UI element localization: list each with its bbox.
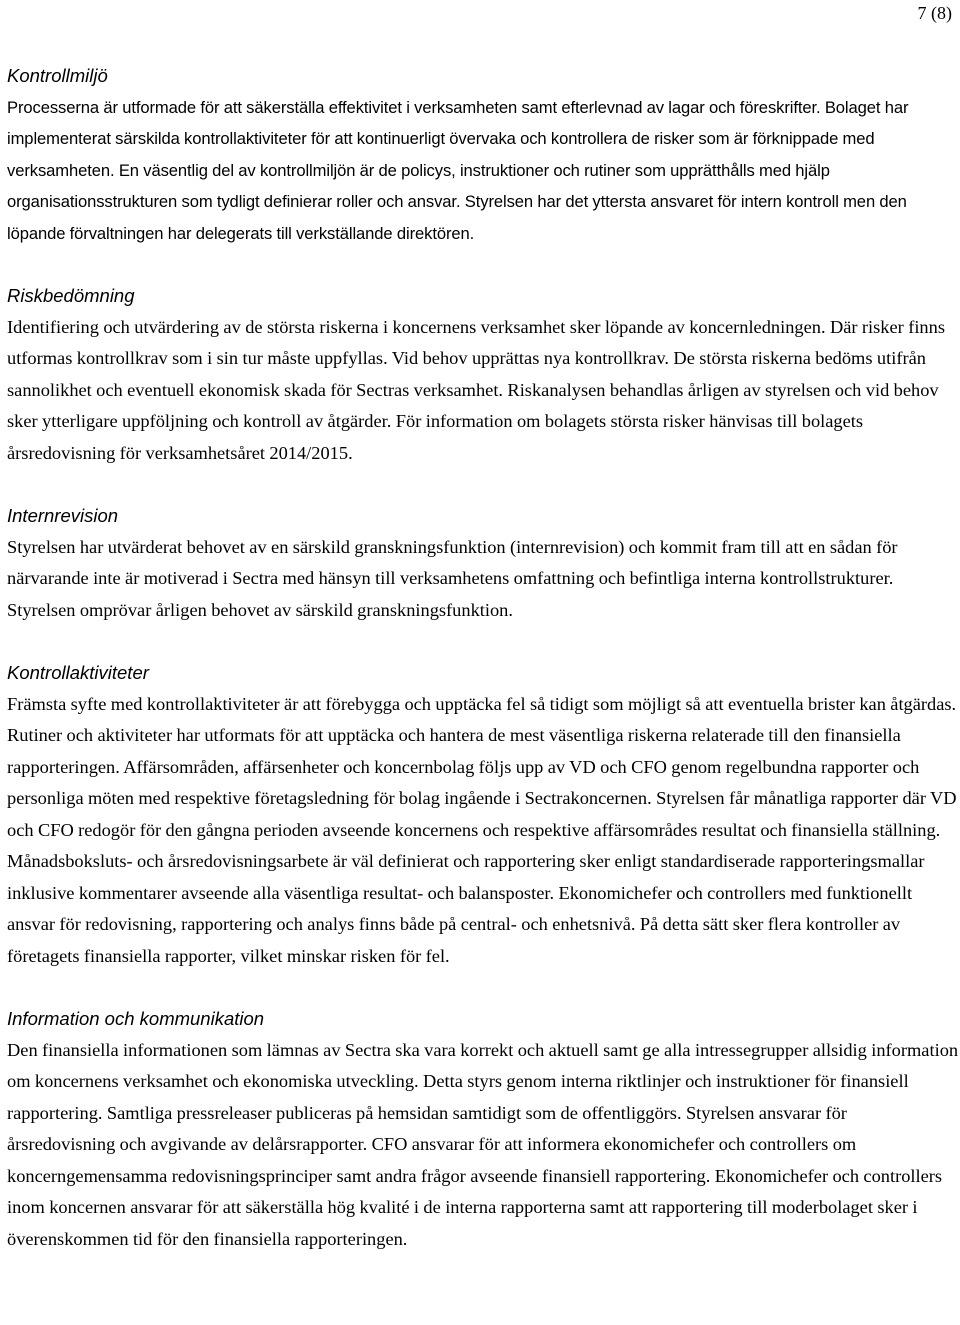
section-kontrollaktiviteter <box>7 657 959 972</box>
section-heading: Riskbedömning <box>7 285 135 306</box>
section-heading: Internrevision <box>7 505 119 526</box>
section-paragraph: Den finansiella informationen som lämnas av Sectra ska vara korrekt och aktuell samt ge alla intressegrupper allsidig information om koncernens verksamhet och ekonomiska utveckling. Detta styrs genom interna riktlinjer och instruktioner för finansiell rapportering. Samtliga pressreleaser publiceras på hemsidan samtidigt som de offentliggörs. Styrelsen ansvarar för årsredovisning och avgivande av delårsrapporter. CFO ansvarar för att informera ekonomichefer och controllers om koncerngemensamma redovisningsprinciper samt andra frågor avseende finansiell rapportering. Ekonomichefer och controllers inom koncernen ansvarar för att säkerställa hög kvalité i de interna rapporterna samt att rapportering till moderbolaget sker i överenskommen tid för den finansiella rapporteringen. <box>7 1039 959 1249</box>
section-internrevision <box>7 500 959 626</box>
page-number: 7 (8) <box>917 3 952 23</box>
section-paragraph: Identifiering och utvärdering av de största riskerna i koncernens verksamhet sker löpande av koncernledningen. Där risker finns utformas kontrollkrav som i sin tur måste uppfyllas. Vid behov upprättas nya kontrollkrav. De största riskerna bedöms utifrån sannolikhet och eventuell ekonomisk skada för Sectras verksamhet. Riskanalysen behandlas årligen av styrelsen och vid behov sker ytterligare uppföljning och kontroll av åtgärder. För information om bolagets största risker hänvisas till bolagets årsredovisning för verksamhetsåret 2014/2015. <box>7 316 945 463</box>
section-paragraph: Styrelsen har utvärderat behovet av en särskild granskningsfunktion (internrevision) och kommit fram till att en sådan för närvarande inte är motiverad i Sectra med hänsyn till verksamhetens omfattning och befintliga interna kontrollstrukturer. Styrelsen omprövar årligen behovet av särskild granskningsfunktion. <box>7 536 898 620</box>
section-riskbedomning <box>7 280 959 469</box>
section-heading: Kontrollmiljö <box>7 65 108 86</box>
section-kontrollmiljo <box>7 60 959 249</box>
section-heading: Information och kommunikation <box>7 1008 265 1029</box>
section-heading: Kontrollaktiviteter <box>7 662 149 683</box>
section-information-och-kommunikation <box>7 1003 959 1255</box>
section-paragraph: Processerna är utformade för att säkerställa effektivitet i verksamheten samt efterlevnad av lagar och föreskrifter. Bolaget har implementerat särskilda kontrollaktiviteter för att kontinuerligt övervaka och kontrollera de risker som är förknippade med verksamheten. En väsentlig del av kontrollmiljön är de policys, instruktioner och rutiner som upprätthålls med hjälp organisationsstrukturen som tydligt definierar roller och ansvar. Styrelsen har det yttersta ansvaret för intern kontroll men den löpande förvaltningen har delegerats till verkställande direktören. <box>7 97 909 243</box>
document-body <box>7 60 959 1255</box>
section-paragraph: Främsta syfte med kontrollaktiviteter är att förebygga och upptäcka fel så tidigt som möjligt så att eventuella brister kan åtgärdas. Rutiner och aktiviteter har utformats för att upptäcka och hantera de mest väsentliga riskerna relaterade till den finansiella rapporteringen. Affärsområden, affärsenheter och koncernbolag följs upp av VD och CFO genom regelbundna rapporter och personliga möten med respektive företagsledning för bolag ingående i Sectrakoncernen. Styrelsen får månatliga rapporter där VD och CFO redogör för den gångna perioden avseende koncernens och respektive affärsområdes resultat och finansiella ställning. Månadsboksluts- och årsredovisningsarbete är väl definierat och rapportering sker enligt standardiserade rapporteringsmallar inklusive kommentarer avseende alla väsentliga resultat- och balansposter. Ekonomichefer och controllers med funktionellt ansvar för redovisning, rapportering och analys finns både på central- och enhetsnivå. På detta sätt sker flera kontroller av företagets finansiella rapporter, vilket minskar risken för fel. <box>7 693 957 966</box>
